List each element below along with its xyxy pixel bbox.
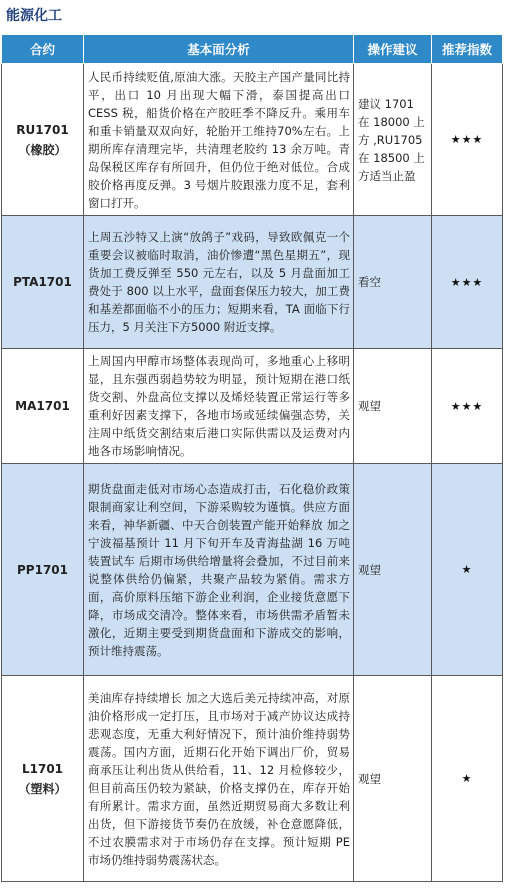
- contract-cell: [2, 64, 84, 216]
- rating-stars: ★★★: [432, 349, 503, 464]
- advice-cell: 建议 1701 在 18000 上方 ,RU1705 在 18500 上方适当止盈: [354, 64, 432, 216]
- advice-cell: 观望: [354, 676, 432, 882]
- table-header-row: [2, 35, 503, 64]
- advice-cell: 观望: [354, 464, 432, 676]
- table-row-ma1701: [2, 349, 503, 464]
- header-analysis: 基本面分析: [84, 35, 354, 64]
- contract-subname: （橡胶）: [18, 142, 67, 157]
- advice-cell: 观望: [354, 349, 432, 464]
- rating-stars: ★★★: [432, 216, 503, 349]
- header-rating: 推荐指数: [432, 35, 503, 64]
- rating-stars: ★: [432, 676, 503, 882]
- table-row-l1701: [2, 676, 503, 882]
- analysis-cell: 人民币持续贬值,原油大涨。天胶主产国产量同比持平，出口 10 月出现大幅下滑，泰国提高出口 CESS 税，船货价格在产胶旺季不降反升。乘用车和重卡销量双双向好，轮胎开工维持70%左右。上期所库存清理完毕，共清理老胶约 13 余万吨。青岛保税区库存有所回升，但仍位于绝对低位。合成胶价格再度反弹。3 号烟片胶跟涨力度不足，套利窗口打开。: [84, 64, 354, 216]
- analysis-cell: 上周五沙特又上演“放鸽子”戏码，导致欧佩克一个重要会议被临时取消，油价惨遭“黑色星期五”，现货加工费反弹至 550 元左右，以及 5 月盘面加工费处于 800 以上水平，盘面套保压力较大，加工费和基差都面临不小的压力；短期来看，TA 面临下行压力，5 月关注下方5000 附近支撑。: [84, 216, 354, 349]
- contract-cell: [2, 216, 84, 349]
- header-advice: 操作建议: [354, 35, 432, 64]
- table-row-pta1701: [2, 216, 503, 349]
- section-title: 能源化工: [6, 8, 62, 24]
- table-row-ru1701: [2, 64, 503, 216]
- contract-cell: [2, 464, 84, 676]
- contract-code: L1701: [21, 761, 64, 776]
- rating-stars: ★: [432, 464, 503, 676]
- advice-cell: 看空: [354, 216, 432, 349]
- recommendation-table: [1, 34, 503, 882]
- header-contract: 合约: [2, 35, 84, 64]
- contract-code: MA1701: [15, 399, 70, 413]
- contract-cell: [2, 676, 84, 882]
- contract-code: RU1701: [16, 122, 69, 137]
- contract-subname: （塑料）: [18, 781, 67, 796]
- contract-code: PTA1701: [13, 275, 72, 289]
- analysis-cell: 期货盘面走低对市场心态造成打击，石化稳价政策限制商家让利空间，下游采购较为谨慎。供应方面来看，神华新疆、中天合创装置产能开始释放 加之宁波福基预计 11 月下旬开车及青海盐湖 16 万吨装置试车 后期市场供给增量将会叠加，不过目前来说整体供给仍偏紧，共聚产品较为紧俏。需求方面，高价原料压缩下游企业利润，企业接货意愿下降，市场成交清冷。整体来看，市场供需矛盾暂未激化，近期主要受到期货盘面和下游成交的影响，预计维持震荡。: [84, 464, 354, 676]
- contract-code: PP1701: [17, 562, 68, 577]
- rating-stars: ★★★: [432, 64, 503, 216]
- analysis-cell: 美油库存持续增长 加之大选后美元持续冲高，对原油价格形成一定打压，且市场对于减产协议达成持悲观态度，无重大利好情况下，预计油价维持弱势震荡。国内方面，近期石化开始下调出厂价，贸易商承压让利出货从供给看，11、12 月检修较少，但目前高压仍较为紧缺，价格支撑仍在，库存开始有所累计。需求方面，虽然近期贸易商大多数让利出货，但下游接货节奏仍在放缓，补仓意愿降低，不过农膜需求对于市场仍存在支撑。预计短期 PE 市场仍维持弱势震荡状态。: [84, 676, 354, 882]
- analysis-cell: 上周国内甲醇市场整体表现尚可，多地重心上移明显，且东强西弱趋势较为明显，预计短期在港口纸货交割、外盘高位支撑以及烯烃装置正常运行等多重利好因素支撑下，各地市场或延续偏强态势，关注周中纸货交割结束后港口实际供需以及运费对内地各市场影响情况。: [84, 349, 354, 464]
- table-row-pp1701: [2, 464, 503, 676]
- contract-cell: [2, 349, 84, 464]
